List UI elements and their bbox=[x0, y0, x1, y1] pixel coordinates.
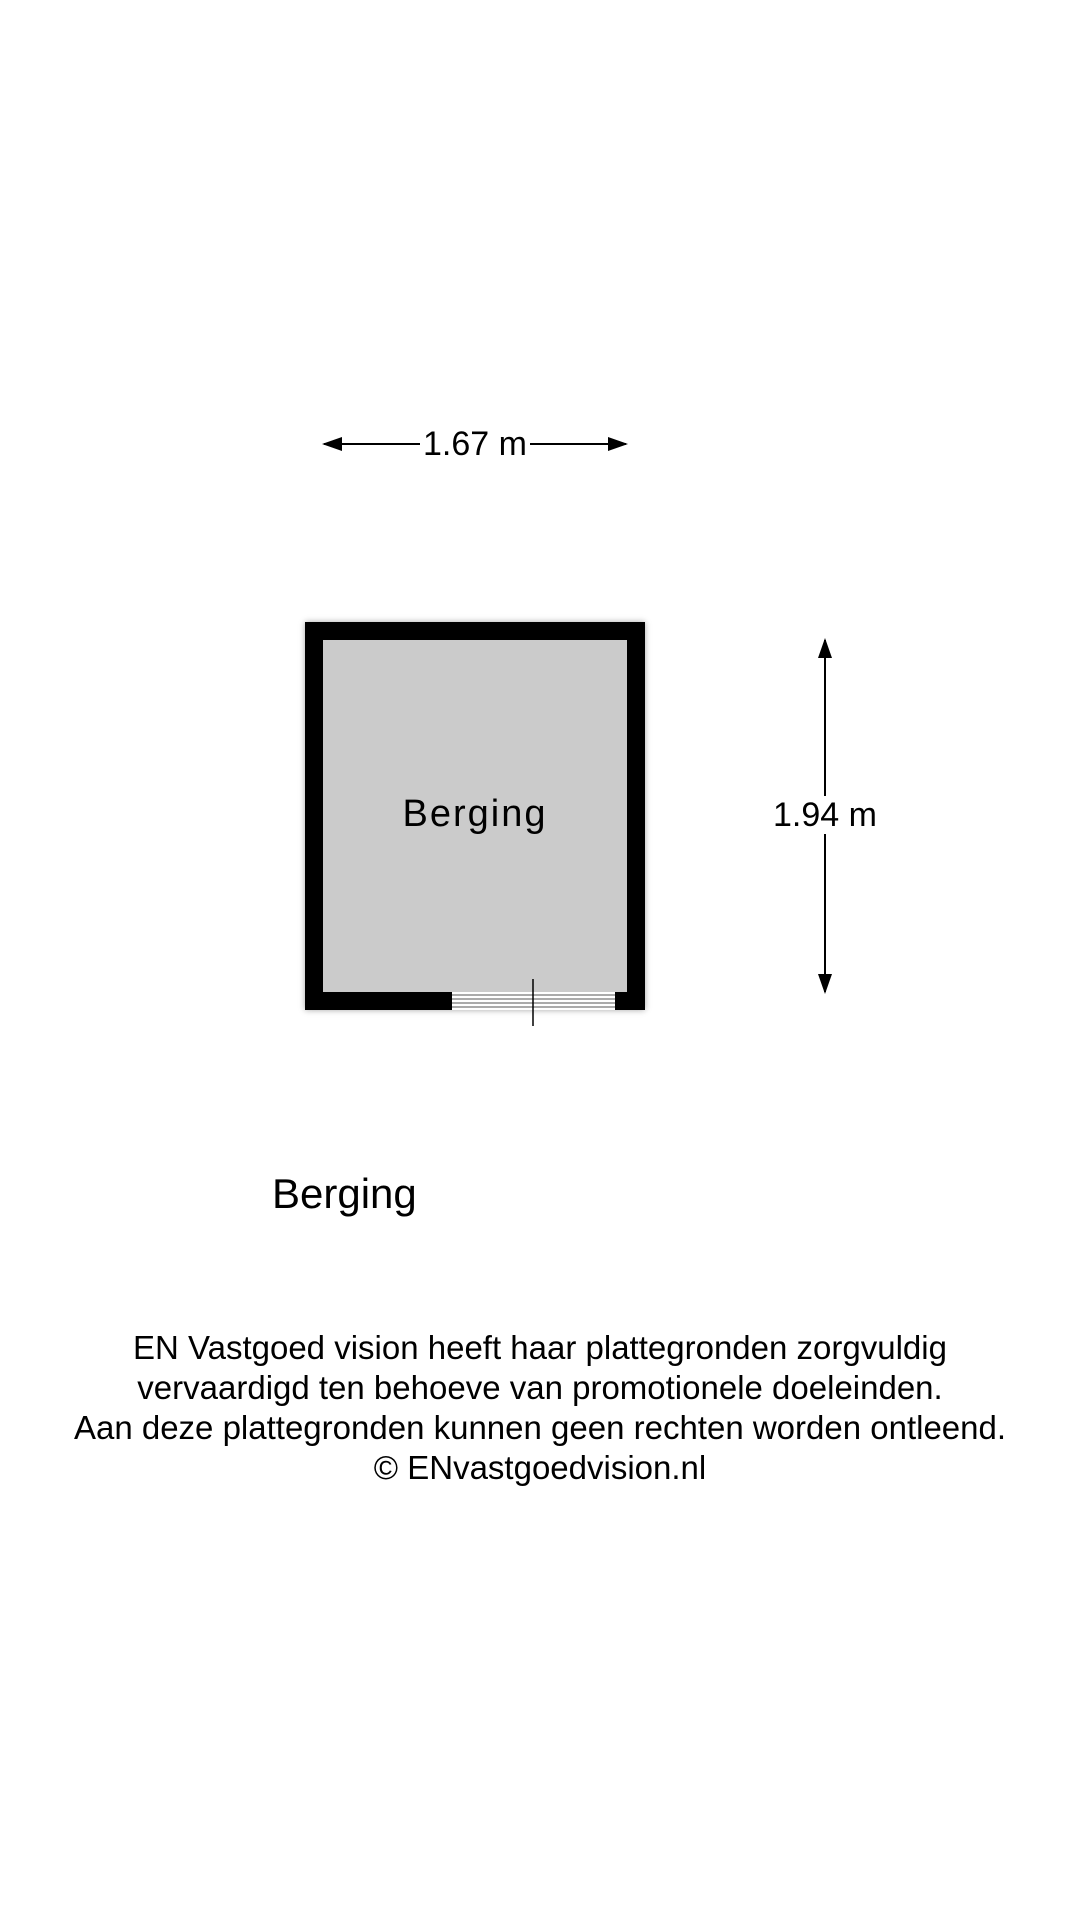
depth-dimension bbox=[760, 636, 890, 996]
disclaimer-line: vervaardigd ten behoeve van promotionele doeleinden. bbox=[137, 1369, 943, 1406]
room-label: Berging bbox=[402, 793, 548, 835]
disclaimer-line: Aan deze plattegronden kunnen geen rechten worden ontleend. bbox=[73, 1409, 1007, 1446]
floor-title: Berging bbox=[272, 1170, 417, 1217]
disclaimer-line: EN Vastgoed vision heeft haar plattegronden zorgvuldig bbox=[133, 1329, 947, 1366]
disclaimer bbox=[0, 1328, 1080, 1488]
width-dimension bbox=[320, 418, 630, 470]
room-berging bbox=[305, 622, 645, 1010]
width-dimension-label: 1.67 m bbox=[420, 426, 530, 462]
copyright-notice: © ENvastgoedvision.nl bbox=[373, 1449, 707, 1486]
depth-dimension-label: 1.94 m bbox=[760, 796, 890, 834]
